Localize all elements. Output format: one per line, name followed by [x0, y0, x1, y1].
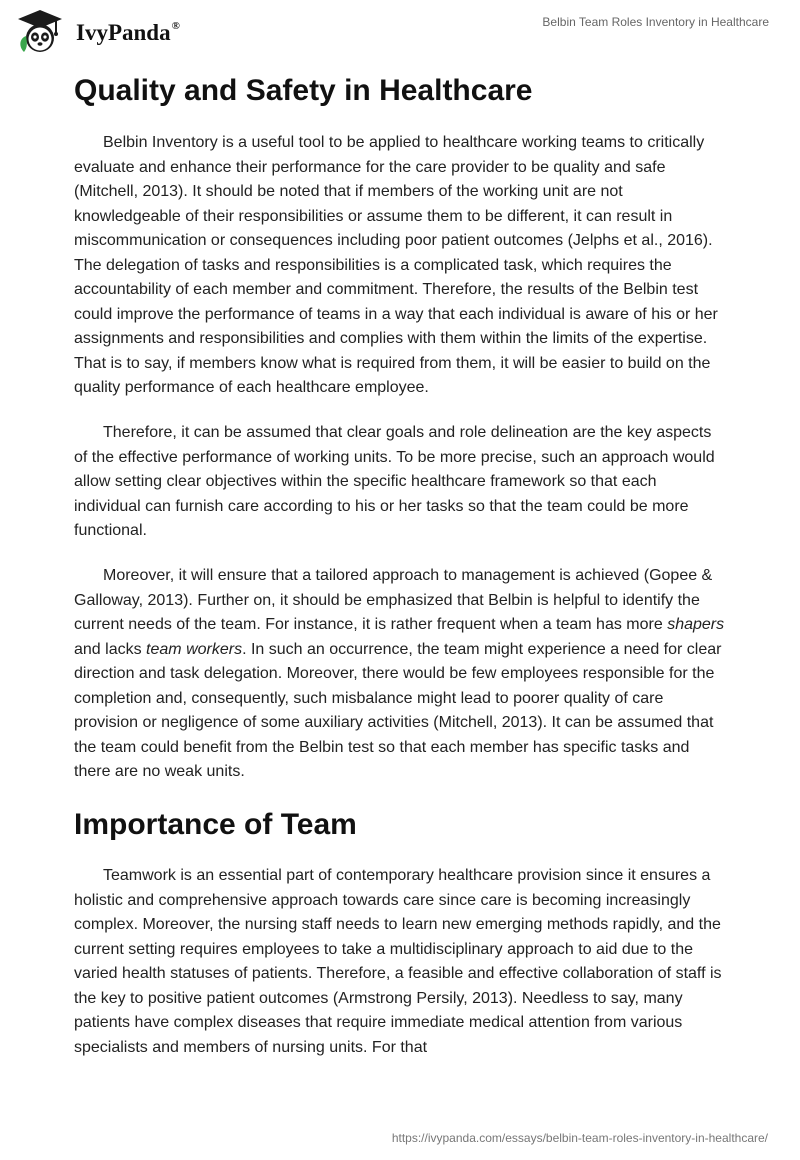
ivypanda-logo-icon[interactable] [16, 8, 64, 56]
section-heading-importance-of-team: Importance of Team [74, 808, 357, 841]
paragraph-2: Therefore, it can be assumed that clear goals and role delineation are the key aspects of the effective performance of working units. To be more precise, such an approach would allow setting clear objectives within the specific healthcare framework so that each individual can furnish care according to his or her tasks so that the team could be more functional. [74, 424, 715, 539]
emphasis-shapers: shapers [667, 616, 725, 633]
source-url-link[interactable]: https://ivypanda.com/essays/belbin-team-roles-inventory-in-healthcare/ [391, 1131, 768, 1145]
emphasis-team-workers: team workers [146, 640, 243, 658]
page-header [0, 0, 800, 66]
document-title: Belbin Team Roles Inventory in Healthcare [542, 15, 769, 29]
section-heading-quality-safety: Quality and Safety in Healthcare [74, 74, 533, 107]
paragraph-3: Moreover, it will ensure that a tailored approach to management is achieved (Gopee & Galloway, 2013). Further on, it should be emphasized that Belbin is helpful to identify the current needs of the team. For instance, it is rather frequent when a team has more shapers and lacks team workers. In such an occurrence, the team might experience a need for clear direction and task delegation. Moreover, there would be few employees responsible for the completion and, consequently, such misbalance might lead to poorer quality of care provision or negligence of some auxiliary activities (Mitchell, 2013). It can be assumed that the team could benefit from the Belbin test so that each member has specific tasks and there are no weak units. [74, 567, 725, 780]
brand-name[interactable]: IvyPanda® [76, 20, 180, 45]
paragraph-4: Teamwork is an essential part of contemporary healthcare provision since it ensures a holistic and comprehensive approach towards care since care is becoming increasingly complex. Moreover, the nursing staff needs to learn new emerging methods rapidly, and the current setting requires employees to take a multidisciplinary approach to aid due to the varied health statuses of patients. Therefore, a feasible and effective collaboration of staff is the key to positive patient outcomes (Armstrong Persily, 2013). Needless to say, many patients have complex diseases that require immediate medical attention from various specialists and members of nursing units. For that [74, 867, 722, 1056]
paragraph-1: Belbin Inventory is a useful tool to be applied to healthcare working teams to critically evaluate and enhance their performance for the care provider to be quality and safe (Mitchell, 2013). It should be noted that if members of the working unit are not knowledgeable of their responsibilities or assume them to be different, it can result in miscommunication or consequences including poor patient outcomes (Jelphs et al., 2016). The delegation of tasks and responsibilities is a complicated task, which requires the accountability of each member and commitment. Therefore, the results of the Belbin test could improve the performance of teams in a way that each individual is aware of his or her assignments and responsibilities and complies with them within the limits of the expertise. That is to say, if members know what is required from them, it will be easier to build on the quality performance of each healthcare employee. [74, 134, 718, 396]
